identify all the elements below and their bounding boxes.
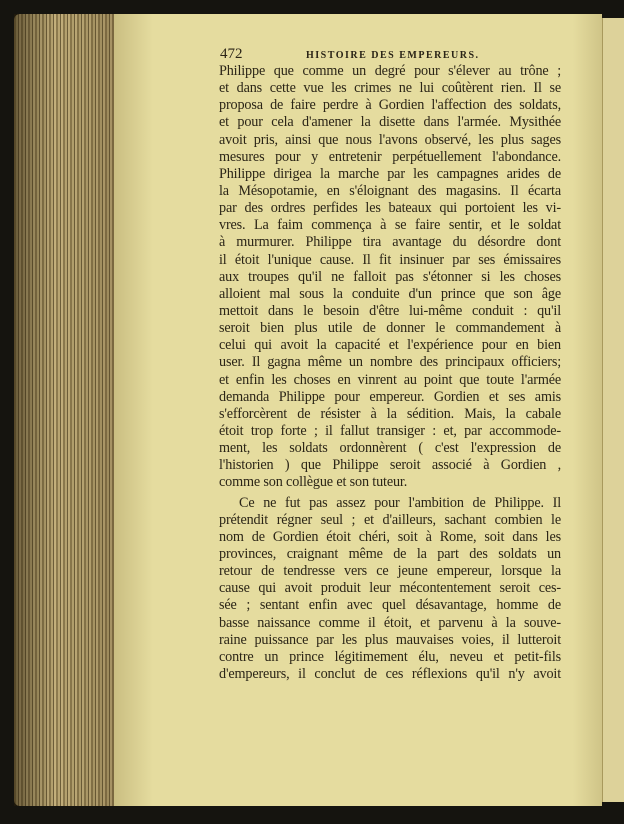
text-line: et dans cette vue les crimes ne lui coûtèrent rien. Il se [219,80,561,97]
text-line: cause qui avoit produit leur mécontentement seroit ces- [219,580,561,597]
text-line: sée ; sentant enfin avec quel désavantage, homme de [219,597,561,614]
facing-page-edge [602,18,624,802]
paragraph [219,495,561,684]
text-line: prétendit régner seul ; et d'ailleurs, sachant combien le [219,511,561,528]
paragraph [219,63,561,492]
text-line: proposa de faire perdre à Gordien l'affection des soldats, [219,97,561,114]
text-line: et pour cela d'amener la disette dans l'armée. Mysithée [219,114,561,131]
text-line: vres. La faim commença à se faire sentir, et le soldat [219,217,561,234]
text-line: ment, les soldats ordonnèrent ( c'est l'expression de [219,440,561,457]
text-line: il étoit l'unique cause. Il fit insinuer par ses émissaires [219,251,561,268]
text-line: d'empereurs, il conclut de ces réflexions qu'il n'y avoit [219,665,561,682]
text-line: à murmurer. Philippe tira avantage du désordre dont [219,234,561,251]
text-line: contre un prince légitimement élu, neveu et petit-fils [219,648,561,665]
text-line: provinces, craignant même de la part des soldats un [219,545,561,562]
text-line: retour de tendresse vers ce jeune empereur, lorsque la [219,563,561,580]
text-line: nom de Gordien étoit chéri, soit à Rome, soit dans les [219,528,561,545]
text-line: alloient mal sous la conduite d'un prince que son âge [219,285,561,302]
text-line: par des ordres perfides les bateaux qui portoient les vi- [219,200,561,217]
page-edges-stack [14,14,118,806]
page-body-text [219,63,561,683]
text-line: demanda Philippe pour empereur. Gordien et ses amis [219,388,561,405]
text-line: seroit bien plus utile de donner le commandement à [219,320,561,337]
text-line: celui qui avoit la capacité et l'expérience pour en bien [219,337,561,354]
running-head: HISTOIRE DES EMPEREURS. [306,50,480,61]
text-line: Philippe dirigea la marche par les campagnes arides de [219,165,561,182]
text-line: raine puissance par les plus mauvaises voies, il lutteroit [219,631,561,648]
text-line: avoit pris, ainsi que nous l'avons observé, les plus sages [219,131,561,148]
text-line: Ce ne fut pas assez pour l'ambition de Philippe. Il [239,494,561,511]
text-line: et enfin les choses en vinrent au point que toute l'armée [219,371,561,388]
text-line: mesures pour y entretenir perpétuellement l'abondance. [219,148,561,165]
text-line: mettoit dans le besoin d'être lui-même conduit : qu'il [219,302,561,319]
text-line: étoit trop forte ; il fallut transiger : et, par accommode- [219,422,561,439]
text-line: aux troupes qu'il ne falloit pas s'étonner si les choses [219,268,561,285]
text-line: Philippe que comme un degré pour s'élever au trône ; [219,63,561,79]
text-line: comme son collègue et son tuteur. [219,474,408,491]
page-number: 472 [220,46,243,62]
text-line: la Mésopotamie, en s'éloignant des magasins. Il écarta [219,182,561,199]
text-line: basse naissance comme il étoit, et parvenu à la souve- [219,614,561,631]
text-line: s'efforcèrent de résister à la sédition. Mais, la cabale [219,405,561,422]
text-line: user. Il gagna même un nombre des principaux officiers; [219,354,561,371]
text-line: l'historien ) que Philippe seroit associé à Gordien , [219,457,561,474]
